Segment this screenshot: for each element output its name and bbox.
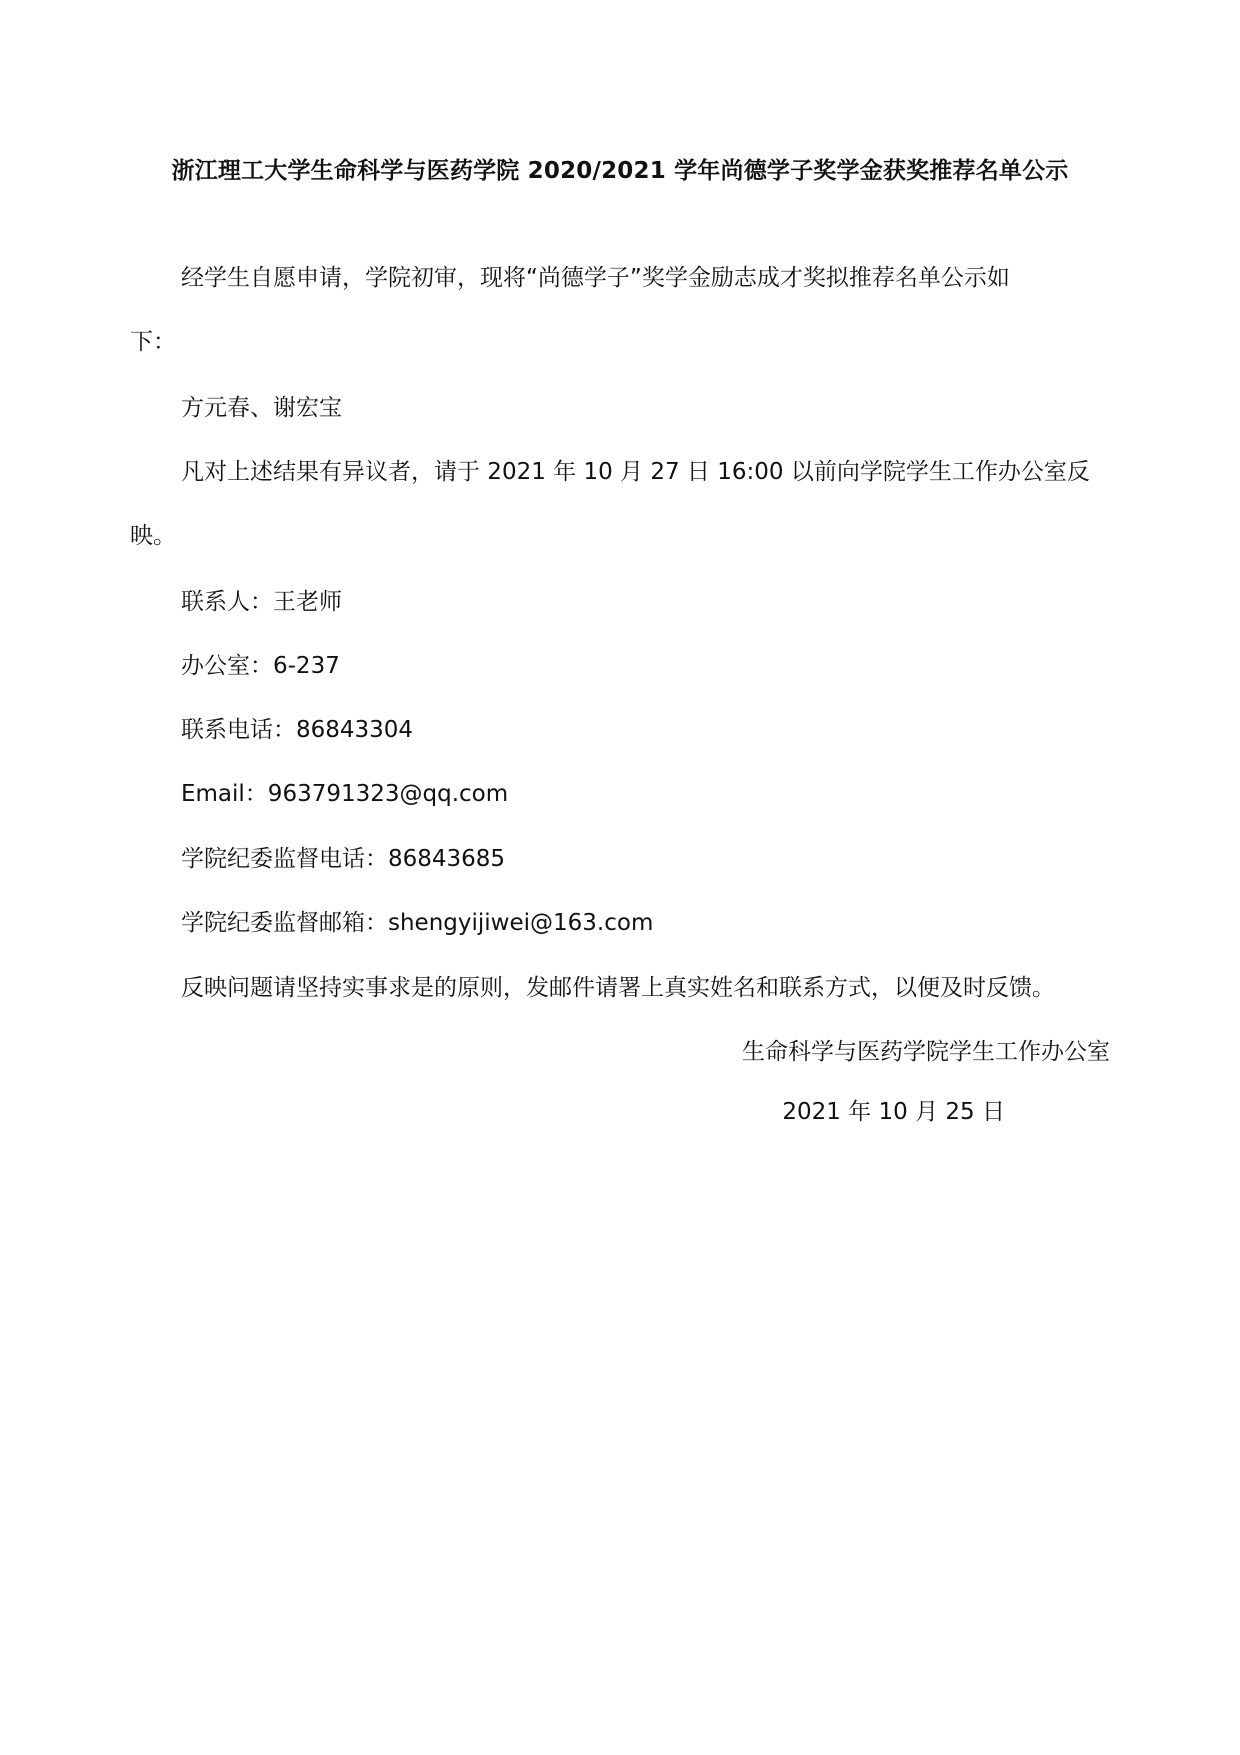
contact-email: Email：963791323@qq.com	[181, 781, 509, 807]
recommended-names: 方元春、谢宏宝	[181, 395, 342, 421]
document-date: 2021 年 10 月 25 日	[782, 1099, 1005, 1125]
signature: 生命科学与医药学院学生工作办公室	[742, 1039, 1110, 1065]
intro-text-continued: 下：	[130, 329, 176, 355]
objection-notice-continued: 映。	[130, 523, 176, 549]
intro-text: 经学生自愿申请，学院初审，现将“尚德学子”奖学金励志成才奖拟推荐名单公示如	[181, 265, 1010, 291]
reminder-text: 反映问题请坚持实事求是的原则，发邮件请署上真实姓名和联系方式，以便及时反馈。	[181, 975, 1055, 1001]
document-title: 浙江理工大学生命科学与医药学院 2020/2021 学年尚德学子奖学金获奖推荐名单公示	[171, 158, 1069, 184]
contact-person: 联系人：王老师	[181, 589, 342, 615]
objection-notice: 凡对上述结果有异议者，请于 2021 年 10 月 27 日 16:00 以前向学院学生工作办公室反	[181, 459, 1090, 485]
office-room: 办公室：6-237	[181, 653, 340, 679]
supervision-email: 学院纪委监督邮箱：shengyijiwei@163.com	[181, 910, 654, 936]
contact-phone: 联系电话：86843304	[181, 717, 414, 743]
supervision-phone: 学院纪委监督电话：86843685	[181, 846, 506, 872]
